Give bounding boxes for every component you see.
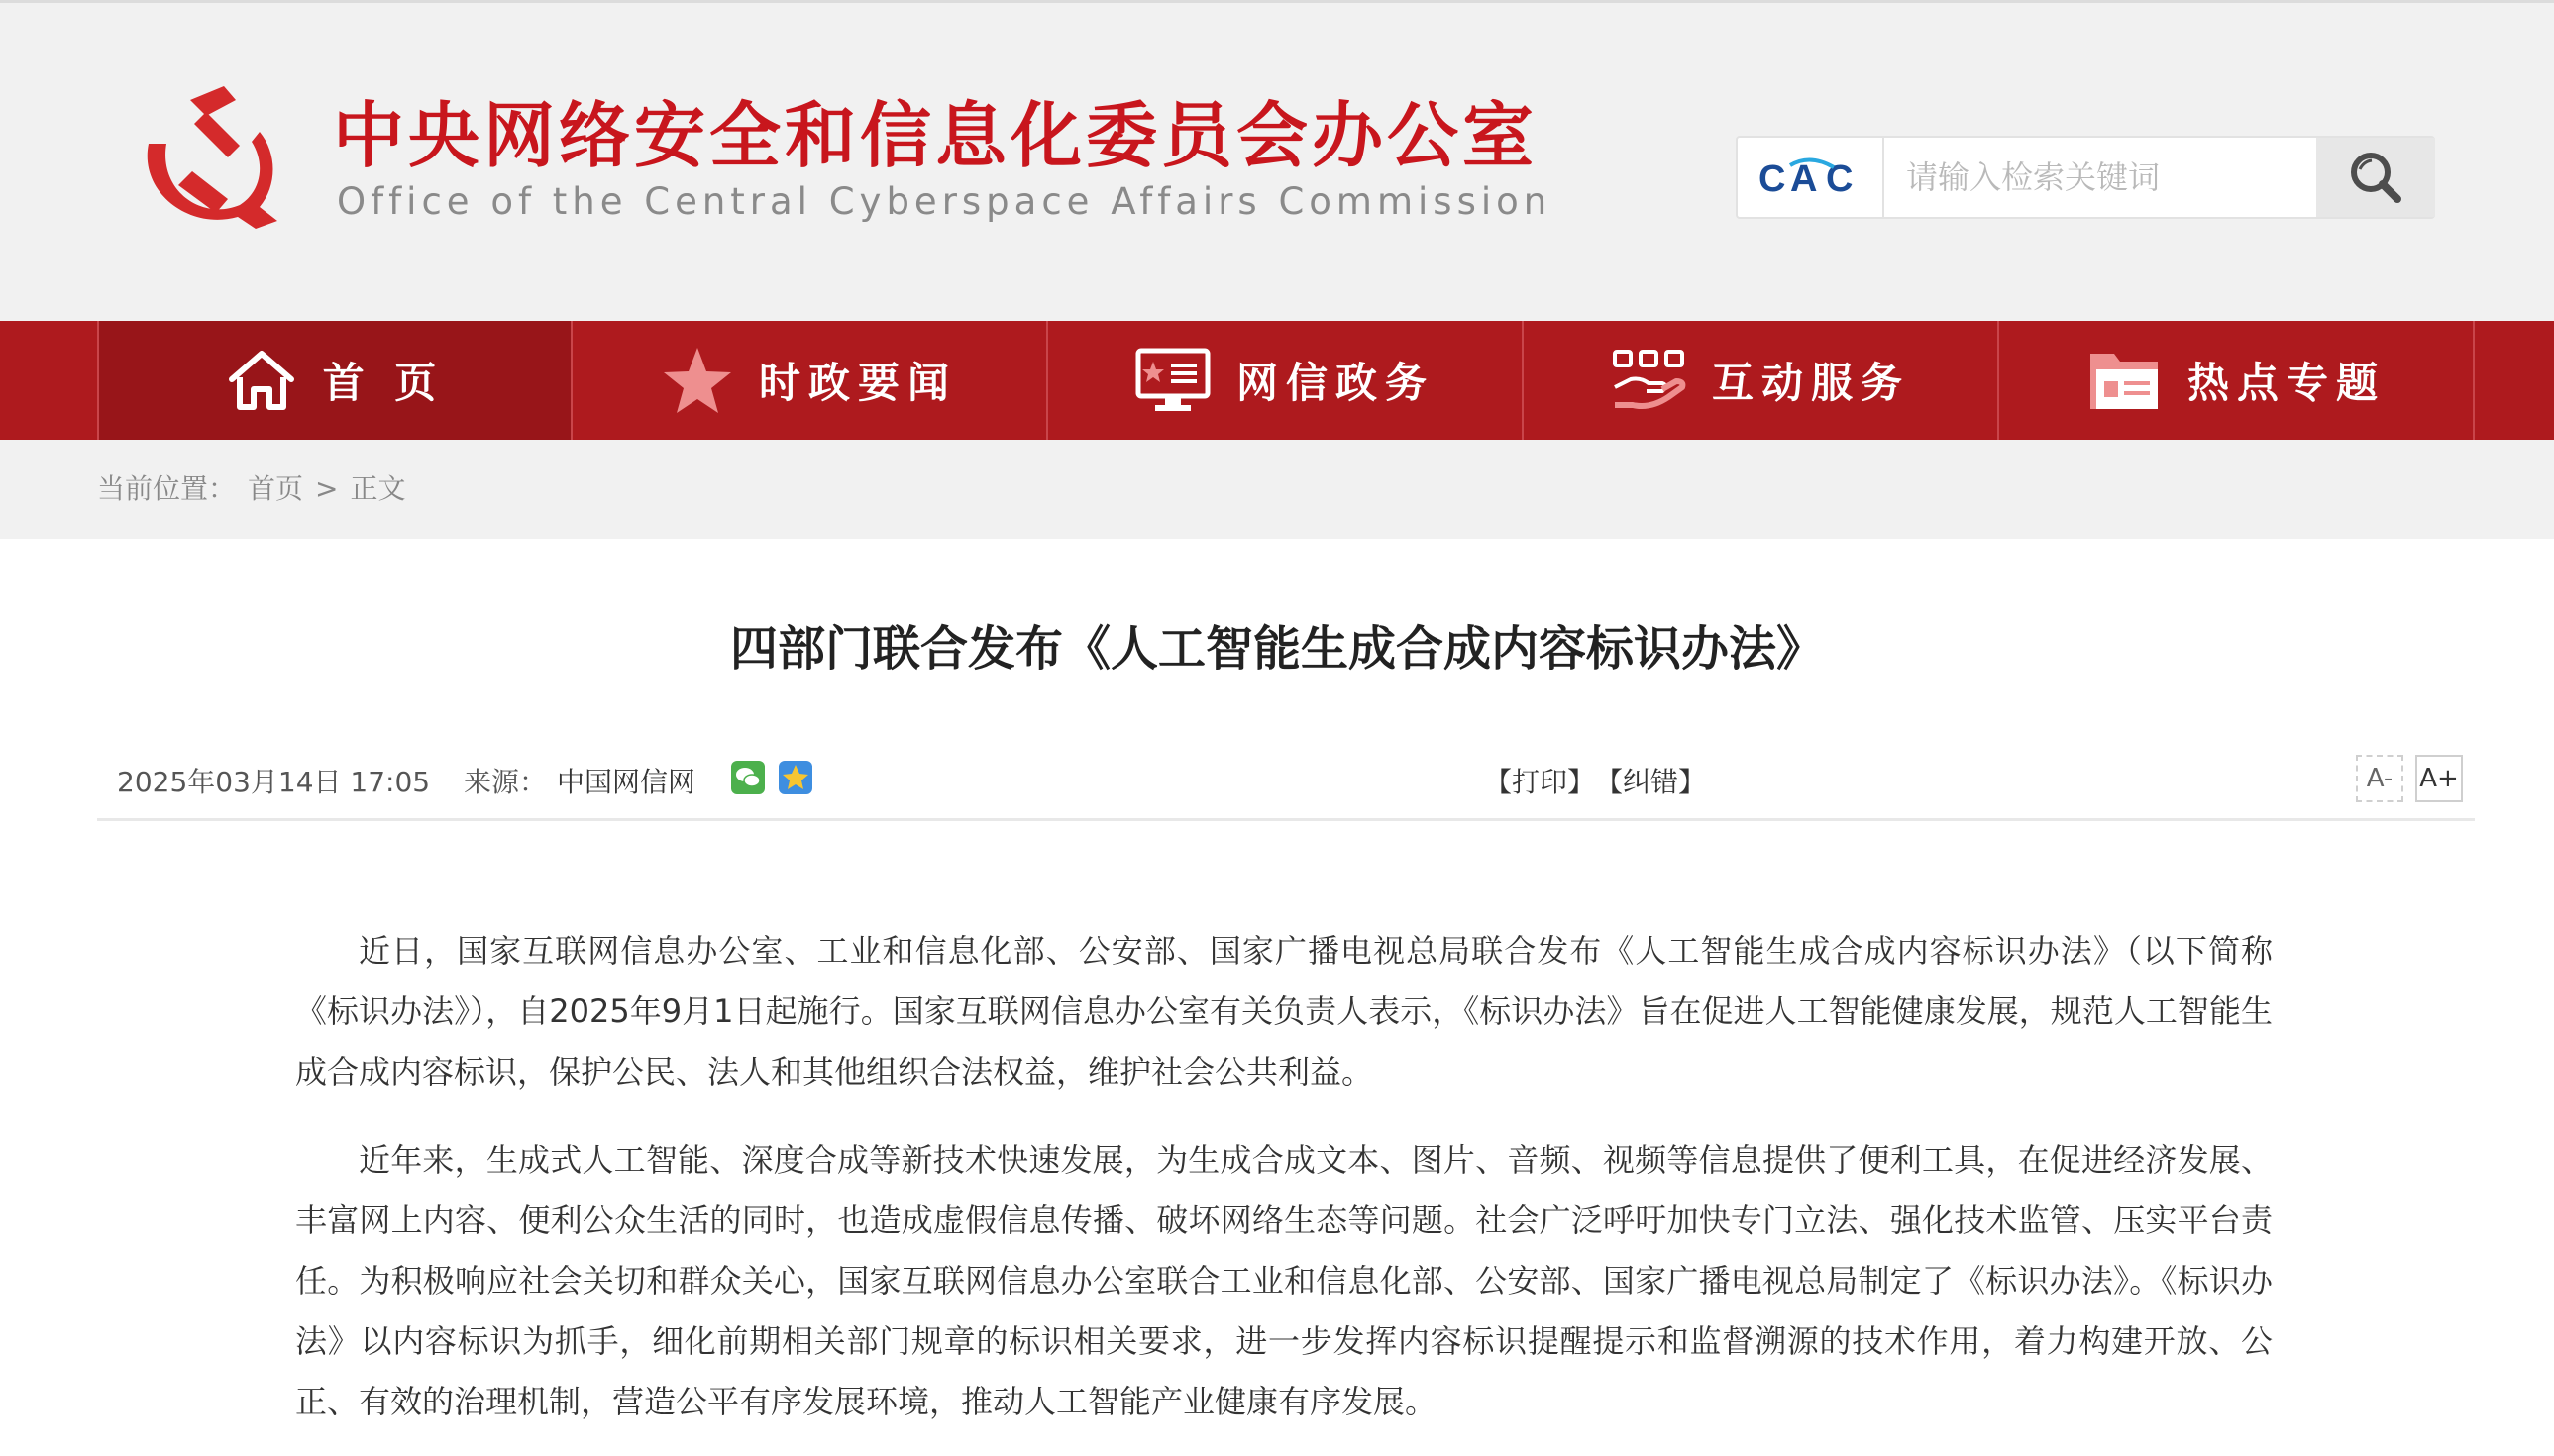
nav-item-home[interactable] [99,321,571,440]
star-icon [662,346,733,415]
qzone-share-icon[interactable] [779,761,812,794]
nav-item-affairs[interactable] [1048,321,1522,440]
meta-divider [97,818,2475,821]
article-body [295,921,2273,1456]
article-paragraph: 近年来，生成式人工智能、深度合成等新技术快速发展，为生成合成文本、图片、音频、视频等信息提供了便利工具，在促进经济发展、丰富网上内容、便利公众生活的同时，也造成虚假信息传播、破坏网络生态等问题。社会广泛呼吁加快专门立法、强化技术监管、压实平台责任。为积极响应社会关切和群众关心，国家互联网信息办公室联合工业和信息化部、公安部、国家广播电视总局制定了《标识办法》。《标识办法》以内容标识为抓手，细化前期相关部门规章的标识相关要求，进一步发挥内容标识提醒提示和监督溯源的技术作用，着力构建开放、公正、有效的治理机制，营造公平有序发展环境，推动人工智能产业健康有序发展。 [295,1141,2273,1420]
breadcrumb-label: 当前位置： [97,472,237,505]
site-title-cn: 中央网络安全和信息化委员会办公室 [333,94,1539,177]
home-icon [226,348,297,413]
correct-link[interactable]: 【纠错】 [1595,766,1707,798]
source-name: 中国网信网 [557,766,696,798]
cac-logo [1738,138,1884,217]
qzone-star-icon [779,761,812,794]
folder-icon [2086,348,2162,413]
breadcrumb-separator: > [315,472,339,505]
search-box [1736,136,2435,219]
article-actions [1484,761,1706,800]
nav-label-news: 时政要闻 [758,359,957,407]
nav-divider [2473,321,2475,440]
nav-label-service: 互动服务 [1711,359,1910,407]
breadcrumb [97,469,406,509]
source-label: 来源： [464,766,548,798]
site-header [0,0,2554,321]
main-nav [0,321,2554,440]
breadcrumb-home-link[interactable]: 首页 [248,472,304,505]
article-meta [97,755,2475,802]
search-input[interactable] [1884,138,2316,217]
nav-item-service[interactable] [1524,321,1997,440]
wechat-share-icon[interactable] [731,761,765,794]
site-title-en: Office of the Central Cyberspace Affairs Commission [337,180,1552,223]
svg-text:A: A [1790,158,1818,197]
cac-logo-mark [1755,157,1865,197]
nav-label-affairs: 网信政务 [1235,359,1435,407]
nav-label-home: 首 页 [322,359,445,407]
font-increase-button[interactable]: A+ [2415,755,2463,802]
svg-text:C: C [1758,158,1786,197]
search-button[interactable] [2316,138,2435,217]
publish-date: 2025年03月14日 17:05 [117,766,431,798]
print-link[interactable]: 【打印】 [1484,766,1596,798]
svg-text:C: C [1826,158,1854,197]
nav-item-news[interactable] [573,321,1046,440]
monitor-icon [1135,348,1211,413]
wechat-icon [731,761,765,794]
breadcrumb-current: 正文 [350,472,406,505]
party-emblem-icon [129,82,297,241]
article-paragraph: 近日，国家互联网信息办公室、工业和信息化部、公安部、国家广播电视总局联合发布《人工智能生成合成内容标识办法》（以下简称《标识办法》），自2025年9月1日起施行。国家互联网信息办公室有关负责人表示，《标识办法》旨在促进人工智能健康发展，规范人工智能生成合成内容标识，保护公民、法人和其他组织合法权益，维护社会公共利益。 [295,932,2273,1091]
search-icon [2346,148,2405,207]
font-decrease-button[interactable]: A- [2356,755,2403,802]
article-title: 四部门联合发布《人工智能生成合成内容标识办法》 [729,621,1824,676]
breadcrumb-bar [0,440,2554,539]
nav-item-topics[interactable] [1999,321,2473,440]
nav-label-topics: 热点专题 [2186,359,2386,407]
hand-service-icon [1611,348,1686,413]
